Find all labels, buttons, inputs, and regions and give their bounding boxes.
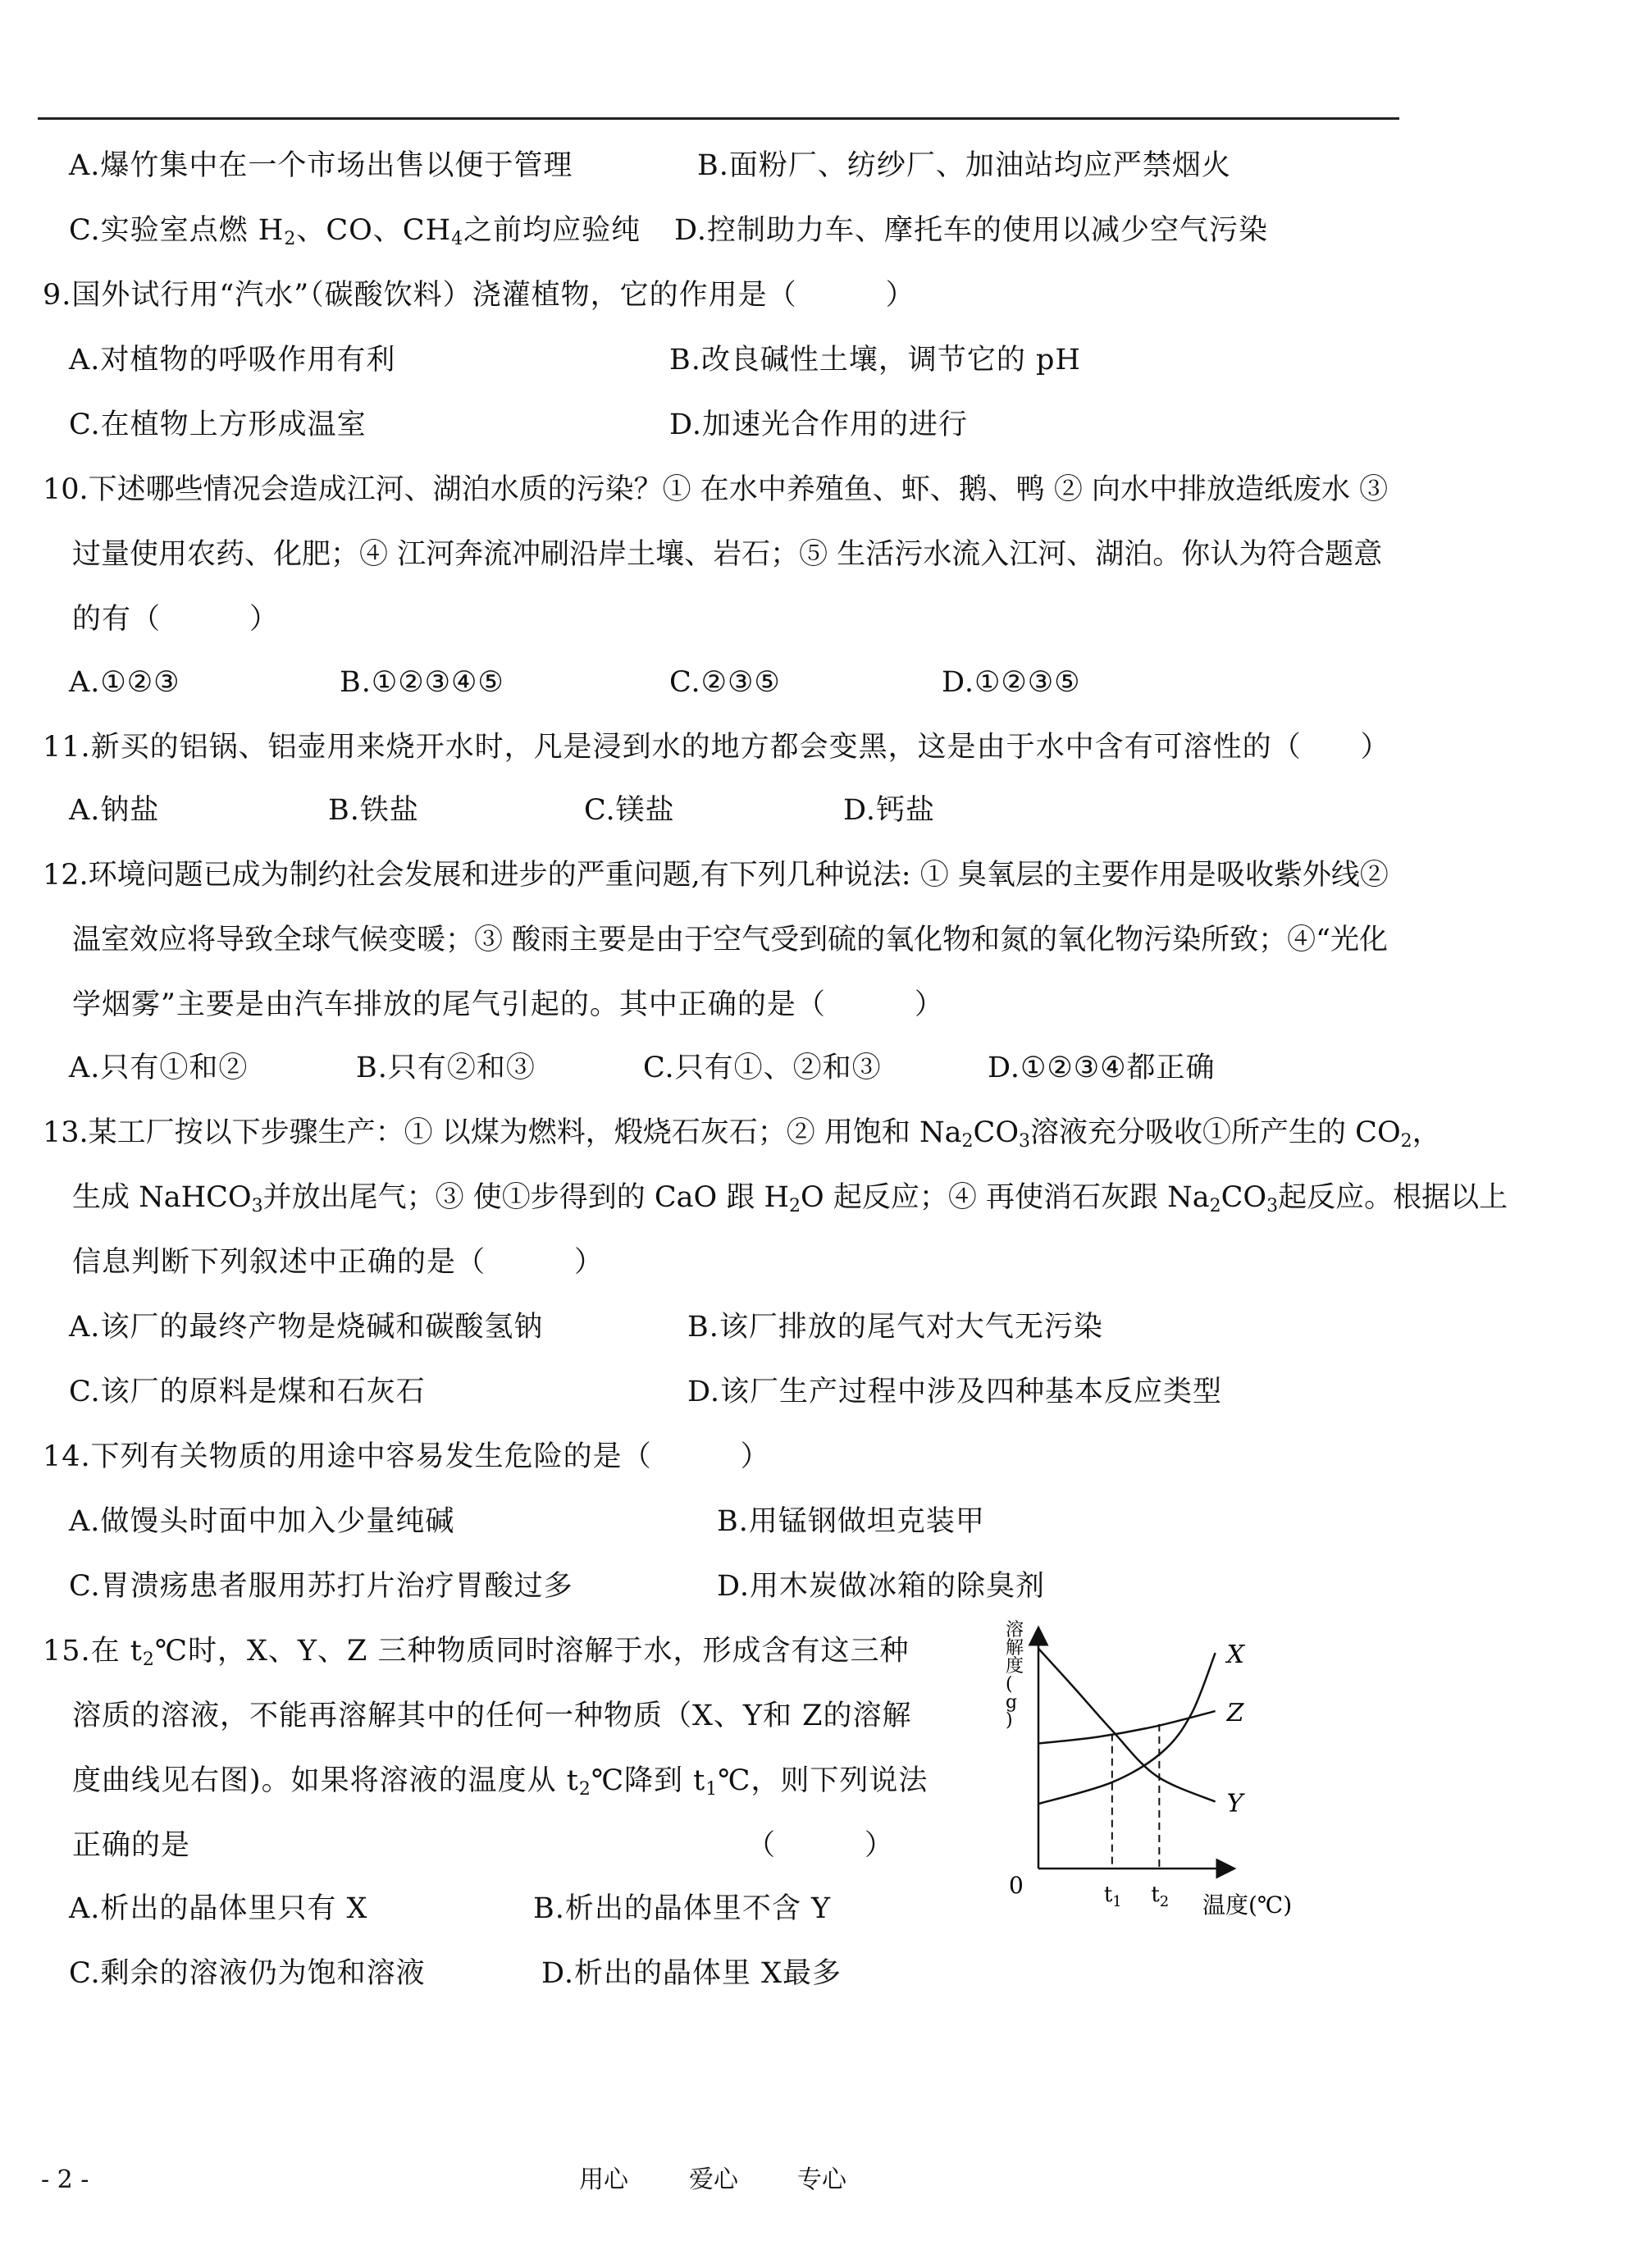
q10-option-b[interactable]: B.①②③④⑤ [340, 666, 504, 699]
q15-stem-line3: 度曲线见右图)。如果将溶液的温度从 $t_2℃$降到 $t_1℃$，则下列说法 [72, 1764, 929, 1800]
q13-stem-line1: 13.某工厂按以下步骤生产：① 以煤为燃料，煅烧石灰石；② 用饱和 $Na_2CO_3$溶液充分吸收①所产生的 $CO_2$， [43, 1116, 1441, 1152]
q13-stem-line2: 生成 NaHCO$_3$并放出尾气；③ 使①步得到的 CaO 跟 $H_2O$ 起反应；④ 再使消石灰跟 $Na_2CO_3$起反应。根据以上 [72, 1181, 1508, 1216]
curve-label-y: Y [1226, 1789, 1243, 1819]
q14-option-a[interactable]: A.做馒头时面中加入少量纯碱 [69, 1505, 455, 1538]
header-rule [38, 117, 1399, 120]
y-axis-label [1006, 1620, 1024, 1731]
q10-stem-line3: 的有（ ） [72, 603, 280, 636]
q15-option-d[interactable]: D.析出的晶体里 X最多 [541, 1957, 842, 1990]
curve-z [1038, 1711, 1216, 1743]
q9-option-b[interactable]: B.改良碱性土壤，调节它的 pH [669, 344, 1081, 376]
q10-stem-line2: 过量使用农药、化肥；④ 江河奔流冲刷沿岸土壤、岩石；⑤ 生活污水流入江河、湖泊。你认为符合题意 [72, 538, 1383, 571]
q14-option-d[interactable]: D.用木炭做冰箱的除臭剂 [717, 1570, 1045, 1603]
q10-option-a[interactable]: A.①②③ [69, 666, 180, 699]
q12-option-d[interactable]: D.①②③④都正确 [988, 1052, 1216, 1084]
q12-option-b[interactable]: B.只有②和③ [356, 1052, 536, 1084]
q11-option-b[interactable]: B.铁盐 [328, 794, 419, 827]
footer-motto-3: 专心 [797, 2165, 846, 2194]
q15-option-c[interactable]: C.剩余的溶液仍为饱和溶液 [69, 1957, 426, 1990]
q14-option-c[interactable]: C.胃溃疡患者服用苏打片治疗胃酸过多 [69, 1570, 573, 1603]
q11-stem: 11.新买的铝锅、铝壶用来烧开水时，凡是浸到水的地方都会变黑，这是由于水中含有可溶性的（ ） [43, 731, 1390, 764]
curve-label-x: X [1226, 1641, 1244, 1670]
q9-option-a[interactable]: A.对植物的呼吸作用有利 [69, 344, 396, 376]
footer-motto-2: 爱心 [689, 2165, 738, 2194]
q10-stem-line1: 10.下述哪些情况会造成江河、湖泊水质的污染？① 在水中养殖鱼、虾、鹅、鸭 ② 向水中排放造纸废水 ③ [43, 473, 1389, 506]
y-axis-label-char: ( [1006, 1674, 1013, 1695]
q13-option-d[interactable]: D.该厂生产过程中涉及四种基本反应类型 [687, 1376, 1222, 1408]
x-tick-t1: $t_1$ [1103, 1882, 1122, 1910]
q11-option-c[interactable]: C.镁盐 [584, 794, 675, 827]
q15-stem-line1: 15.在 $t_2℃$时，X、Y、Z 三种物质同时溶解于水，形成含有这三种 [43, 1635, 910, 1670]
q13-option-c[interactable]: C.该厂的原料是煤和石灰石 [69, 1376, 426, 1408]
y-axis-label-char: 溶 [1006, 1620, 1024, 1641]
q12-option-c[interactable]: C.只有①、②和③ [643, 1052, 882, 1084]
q12-option-a[interactable]: A.只有①和② [69, 1052, 249, 1084]
q12-stem-line2: 温室效应将导致全球气候变暖；③ 酸雨主要是由于空气受到硫的氧化物和氮的氧化物污染所致；④“光化 [72, 924, 1389, 956]
q15-stem-line4: 正确的是 [72, 1829, 191, 1862]
origin-label: 0 [1009, 1872, 1024, 1899]
page-number: - 2 - [41, 2165, 89, 2194]
curve-x [1038, 1653, 1216, 1804]
q12-stem-line3: 学烟雾”主要是由汽车排放的尾气引起的。其中正确的是（ ） [72, 988, 944, 1021]
solubility-chart [992, 1618, 1321, 1921]
q11-option-a[interactable]: A.钠盐 [69, 794, 160, 827]
x-axis-label: 温度(℃) [1202, 1892, 1293, 1919]
q13-option-b[interactable]: B.该厂排放的尾气对大气无污染 [687, 1311, 1103, 1344]
q13-option-a[interactable]: A.该厂的最终产物是烧碱和碳酸氢钠 [69, 1311, 544, 1344]
q11-option-d[interactable]: D.钙盐 [843, 794, 935, 827]
q9-option-d[interactable]: D.加速光合作用的进行 [669, 408, 968, 441]
q8-option-c[interactable]: C.实验室点燃 $H_2$、CO、$CH_4$之前均应验纯 [69, 214, 641, 249]
q15-option-b[interactable]: B.析出的晶体里不含 Y [533, 1892, 832, 1925]
q10-option-d[interactable]: D.①②③⑤ [942, 666, 1081, 699]
q15-stem-line2: 溶质的溶液，不能再溶解其中的任何一种物质（X、Y和 Z的溶解 [72, 1700, 912, 1732]
x-tick-t2: $t_2$ [1151, 1882, 1170, 1910]
q8-option-d[interactable]: D.控制助力车、摩托车的使用以减少空气污染 [674, 214, 1268, 247]
q9-option-c[interactable]: C.在植物上方形成温室 [69, 408, 367, 441]
q8-option-a[interactable]: A.爆竹集中在一个市场出售以便于管理 [69, 149, 573, 182]
q8-option-b[interactable]: B.面粉厂、纺纱厂、加油站均应严禁烟火 [697, 149, 1231, 182]
y-axis-label-char: 解 [1006, 1638, 1024, 1659]
q15-answer-paren: （ ） [746, 1829, 895, 1862]
curve-label-z: Z [1226, 1699, 1244, 1728]
q13-stem-line3: 信息判断下列叙述中正确的是（ ） [72, 1246, 605, 1279]
q14-stem: 14.下列有关物质的用途中容易发生危险的是（ ） [43, 1440, 770, 1473]
q15-option-a[interactable]: A.析出的晶体里只有 X [69, 1892, 368, 1925]
y-axis-label-char: g [1006, 1692, 1018, 1713]
q12-stem-line1: 12.环境问题已成为制约社会发展和进步的严重问题,有下列几种说法: ① 臭氧层的主要作用是吸收紫外线② [43, 859, 1389, 892]
q9-stem: 9.国外试行用“汽水”（碳酸饮料）浇灌植物，它的作用是（ ） [43, 279, 915, 312]
footer-motto-1: 用心 [579, 2165, 628, 2194]
q14-option-b[interactable]: B.用锰钢做坦克装甲 [717, 1505, 985, 1538]
y-axis-label-char: ) [1006, 1710, 1013, 1731]
q10-option-c[interactable]: C.②③⑤ [669, 666, 781, 699]
curve-y [1038, 1649, 1216, 1802]
y-axis-label-char: 度 [1006, 1656, 1024, 1677]
